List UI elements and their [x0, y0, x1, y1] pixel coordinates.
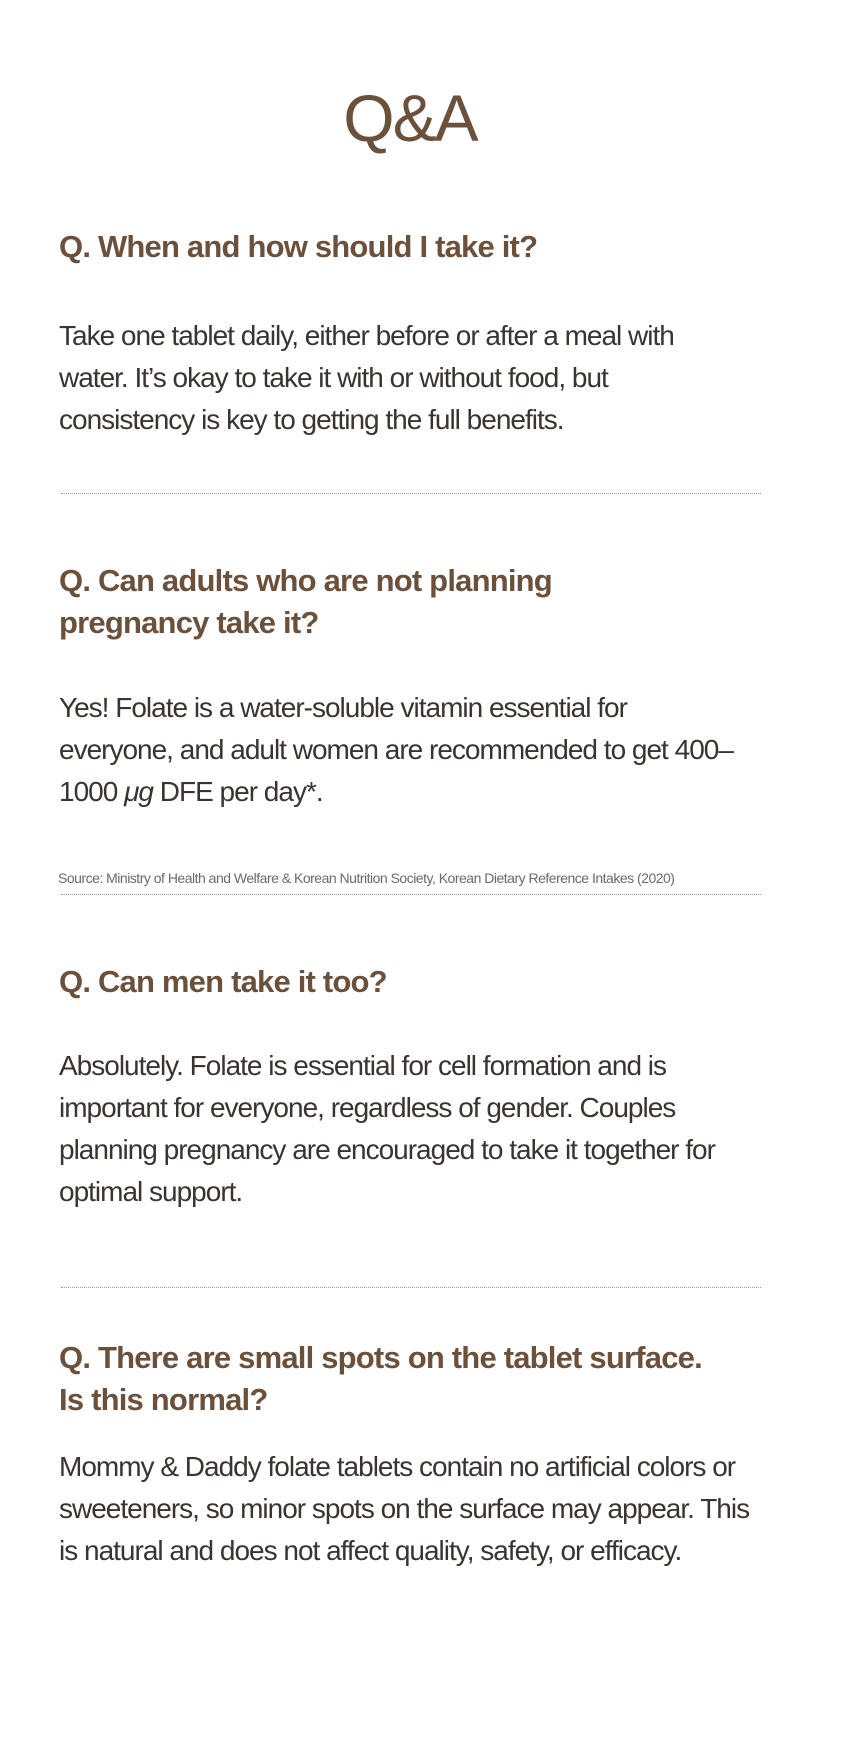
answer-4: Mommy & Daddy folate tablets contain no artificial colors or sweeteners, so minor spots on the surface may appear. This is natural and does not affect quality, safety, or efficacy.	[59, 1451, 750, 1566]
question-4	[59, 1337, 799, 1421]
answer-2-text-2: DFE per day*.	[153, 776, 323, 807]
answer-3-block	[59, 1045, 739, 1213]
question-2-line-1: Q. Can adults who are not planning	[59, 563, 552, 598]
question-2-line-2: pregnancy take it?	[59, 605, 319, 640]
divider-2	[61, 894, 761, 895]
source-note: Source: Ministry of Health and Welfare & Korean Nutrition Society, Korean Dietary Reference Intakes (2020)	[58, 870, 675, 886]
answer-3: Absolutely. Folate is essential for cell formation and is important for everyone, regardless of gender. Couples planning pregnancy are encouraged to take it together for optimal support.	[59, 1050, 715, 1207]
answer-2-block	[59, 687, 739, 813]
answer-4-block	[59, 1446, 759, 1572]
divider-1	[61, 493, 761, 494]
answer-1: Take one tablet daily, either before or after a meal with water. It’s okay to take it with or without food, but consistency is key to getting the full benefits.	[59, 320, 674, 435]
qa-item-4	[59, 1337, 799, 1421]
answer-1-block	[59, 315, 739, 441]
divider-3	[61, 1287, 761, 1288]
qa-item-2	[59, 560, 759, 644]
answer-2	[59, 687, 739, 813]
question-3: Q. Can men take it too?	[59, 964, 387, 999]
question-4-line-1: Q. There are small spots on the tablet surface.	[59, 1340, 702, 1375]
question-2	[59, 560, 759, 644]
page-title: Q&A	[343, 81, 477, 155]
question-4-line-2: Is this normal?	[59, 1382, 268, 1417]
question-1: Q. When and how should I take it?	[59, 229, 538, 264]
qa-item-1	[59, 226, 759, 268]
answer-2-unit: μg	[124, 776, 153, 807]
qa-item-3	[59, 961, 759, 1003]
answer-2-text-1: Yes! Folate is a water-soluble vitamin essential for everyone, and adult women are recommended to get 400–1000	[59, 692, 733, 807]
